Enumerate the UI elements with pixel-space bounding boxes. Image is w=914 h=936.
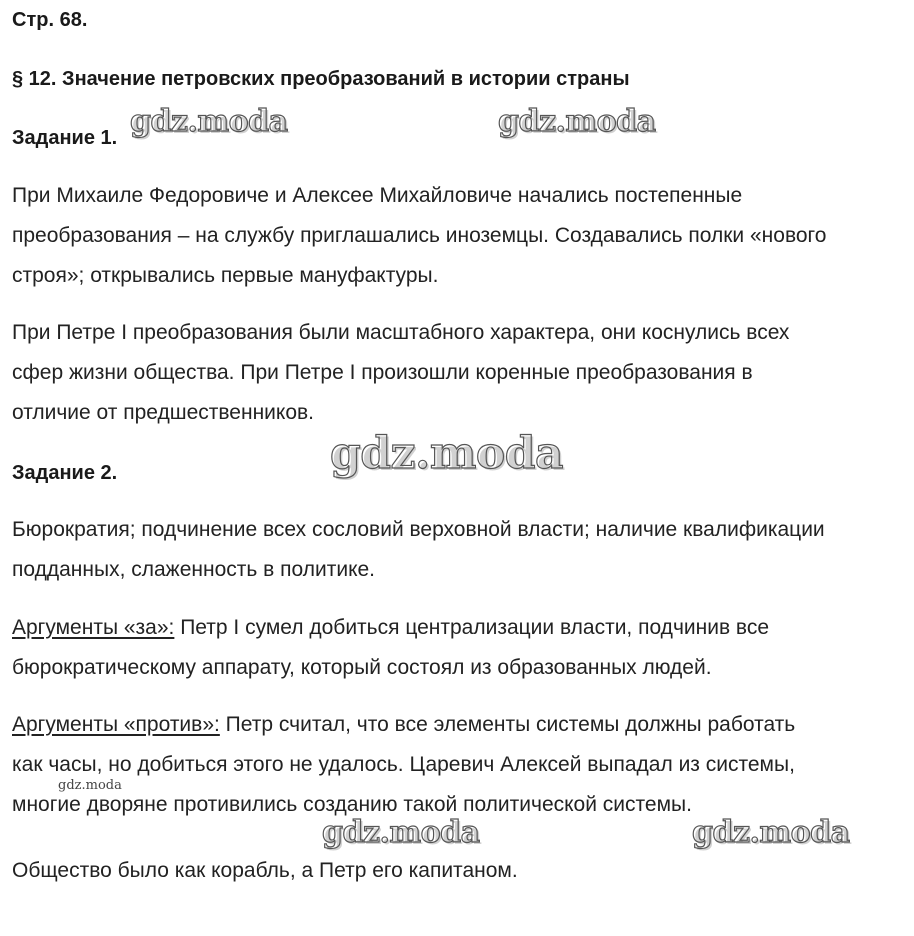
text-line: бюрократическому аппарату, который состоял из образованных людей.: [12, 656, 712, 679]
text-line: При Михаиле Федоровиче и Алексее Михайловиче начались постепенные: [12, 184, 743, 207]
conclusion: [12, 851, 518, 891]
watermark: gdz.moda: [498, 104, 656, 139]
text-line: При Петре I преобразования были масштабного характера, они коснулись всех: [12, 321, 790, 344]
watermark: gdz.moda: [330, 428, 564, 479]
text-line: [12, 705, 795, 745]
page-label: Стр. 68.: [12, 9, 88, 31]
task1-paragraph-1: [12, 176, 826, 296]
args-against: [12, 705, 795, 825]
args-for: [12, 608, 769, 688]
text-line: строя»; открывались первые мануфактуры.: [12, 264, 439, 287]
args-against-label: Аргументы «против»:: [12, 713, 220, 736]
watermark: gdz.moda: [58, 778, 122, 793]
task1-paragraph-2: [12, 313, 789, 433]
section-title: § 12. Значение петровских преобразований в истории страны: [12, 68, 630, 90]
text-line: как часы, но добиться этого не удалось. Царевич Алексей выпадал из системы,: [12, 753, 795, 776]
text-line: сфер жизни общества. При Петре I произошли коренные преобразования в: [12, 361, 753, 384]
task1-heading: Задание 1.: [12, 127, 118, 149]
text-line: отличие от предшественников.: [12, 401, 314, 424]
watermark: gdz.moda: [322, 815, 480, 850]
task2-heading: Задание 2.: [12, 462, 118, 484]
watermark: gdz.moda: [692, 815, 850, 850]
text-line: Бюрократия; подчинение всех сословий верховной власти; наличие квалификации: [12, 518, 825, 541]
text-line: подданных, слаженность в политике.: [12, 558, 376, 581]
args-against-text: Петр считал, что все элементы системы должны работать: [219, 713, 796, 736]
watermark: gdz.moda: [130, 104, 288, 139]
args-for-text: Петр I сумел добиться централизации власти, подчинив все: [174, 616, 770, 639]
task2-intro: [12, 510, 825, 590]
text-line: многие дворяне противились созданию такой политической системы.: [12, 793, 692, 816]
text-line: Общество было как корабль, а Петр его капитаном.: [12, 859, 518, 882]
text-line: преобразования – на службу приглашались иноземцы. Создавались полки «нового: [12, 224, 827, 247]
args-for-label: Аргументы «за»:: [12, 616, 175, 639]
text-line: [12, 608, 769, 648]
